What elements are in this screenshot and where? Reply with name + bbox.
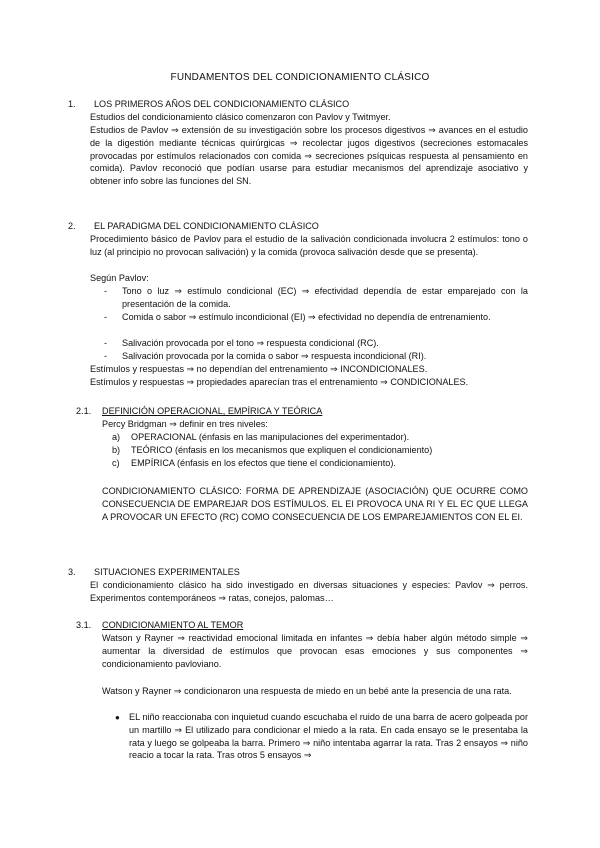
paragraph: Estudios del condicionamiento clásico comenzaron con Pavlov y Twitmyer. <box>90 112 391 122</box>
section-heading: CONDICIONAMIENTO AL TEMOR <box>102 620 244 630</box>
list-dash: - <box>104 338 108 348</box>
section-number: 2. <box>68 221 76 231</box>
list-dash: - <box>104 312 108 322</box>
section-number: 2.1. <box>76 406 92 416</box>
section-number: 3. <box>68 567 76 577</box>
paragraph: Percy Bridgman ⇒ definir en tres niveles: <box>102 419 268 429</box>
list-label: a) <box>112 432 121 442</box>
section-heading: LOS PRIMEROS AÑOS DEL CONDICIONAMIENTO CLÁSICO <box>94 99 350 109</box>
section-number: 1. <box>68 99 76 109</box>
list-item: Salivación provocada por el tono ⇒ respuesta condicional (RC). <box>122 338 379 348</box>
paragraph: Estudios de Pavlov ⇒ extensión de su investigación sobre los procesos digestivos ⇒ avances en el estudio de la digestión mediante técnicas quirúrgicas ⇒ recolectar jugos digestivos (secreciones estomacales provocadas por estímulos relacionados con comida ⇒ secreciones psíquicas respuesta al pensamiento en comida). Pavlov reconoció que podían usarse para estudiar mecanismos del aprendizaje asociativo y obtener info sobre las funciones del SN. <box>90 125 528 187</box>
list-item: Comida o sabor ⇒ estímulo incondicional (EI) ⇒ efectividad no dependía de entrenamiento. <box>122 312 491 322</box>
paragraph: Watson y Rayner ⇒ condicionaron una respuesta de miedo en un bebé ante la presencia de una rata. <box>102 686 512 696</box>
section-heading: DEFINICIÓN OPERACIONAL, EMPÍRICA Y TEÓRICA <box>102 406 323 416</box>
section-heading: EL PARADIGMA DEL CONDICIONAMIENTO CLÁSICO <box>94 221 319 231</box>
list-label: b) <box>112 445 121 455</box>
paragraph: Procedimiento básico de Pavlov para el estudio de la salivación condicionada involucra 2 estímulos: tono o luz (al principio no provocan salivación) y la comida (provoca salivación desde que se presenta). <box>90 234 528 257</box>
section-number: 3.1. <box>76 620 92 630</box>
bullet-icon: ● <box>115 713 120 722</box>
section-heading: SITUACIONES EXPERIMENTALES <box>94 567 240 577</box>
paragraph: Watson y Rayner ⇒ reactividad emocional limitada en infantes ⇒ debía haber algún método simple ⇒ aumentar la diversidad de estímulos que provocan esas emociones y sus componentes ⇒ condicionamiento pavloviano. <box>102 633 528 669</box>
paragraph: Estímulos y respuestas ⇒ propiedades aparecían tras el entrenamiento ⇒ CONDICIONALES. <box>90 377 469 387</box>
list-item: EMPÍRICA (énfasis en los efectos que tiene el condicionamiento). <box>131 458 396 468</box>
list-item: OPERACIONAL (énfasis en las manipulaciones del experimentador). <box>131 432 410 442</box>
document-title: FUNDAMENTOS DEL CONDICIONAMIENTO CLÁSICO <box>170 72 430 83</box>
bullet-item: EL niño reaccionaba con inquietud cuando escuchaba el ruido de una barra de acero golpeada por un martillo ⇒ El utilizado para condicionar el miedo a la rata. En cada ensayo se le presentaba la rata y luego se golpeaba la barra. Primero ⇒ niño intentaba agarrar la rata. Tras 2 ensayos ⇒ niño reacio a tocar la rata. Tras otros 5 ensayos ⇒ <box>129 712 528 761</box>
list-item: Tono o luz ⇒ estímulo condicional (EC) ⇒ efectividad dependía de estar emparejado con la presentación de la comida. <box>122 286 528 309</box>
definition-caps: CONDICIONAMIENTO CLÁSICO: FORMA DE APRENDIZAJE (ASOCIACIÓN) QUE OCURRE COMO CONSECUENCIA DE EMPAREJAR DOS ESTÍMULOS. EL EI PROVOCA UNA RI Y EL EC QUE LLEGA A PROVOCAR UN EFECTO (RC) COMO CONSECUENCIA DE LOS EMPAREJAMIENTOS CON EL EI. <box>102 486 528 523</box>
list-label: c) <box>112 458 120 468</box>
list-item: Salivación provocada por la comida o sabor ⇒ respuesta incondicional (RI). <box>122 351 427 361</box>
paragraph: El condicionamiento clásico ha sido investigado en diversas situaciones y especies: Pavlov ⇒ perros. Experimentos contemporáneos ⇒ ratas, conejos, palomas… <box>90 580 528 603</box>
paragraph: Estímulos y respuestas ⇒ no dependían del entrenamiento ⇒ INCONDICIONALES. <box>90 364 428 374</box>
list-dash: - <box>104 286 108 296</box>
list-dash: - <box>104 351 108 361</box>
paragraph: Según Pavlov: <box>90 273 149 283</box>
list-item: TEÓRICO (énfasis en los mecanismos que expliquen el condicionamiento) <box>131 445 433 455</box>
